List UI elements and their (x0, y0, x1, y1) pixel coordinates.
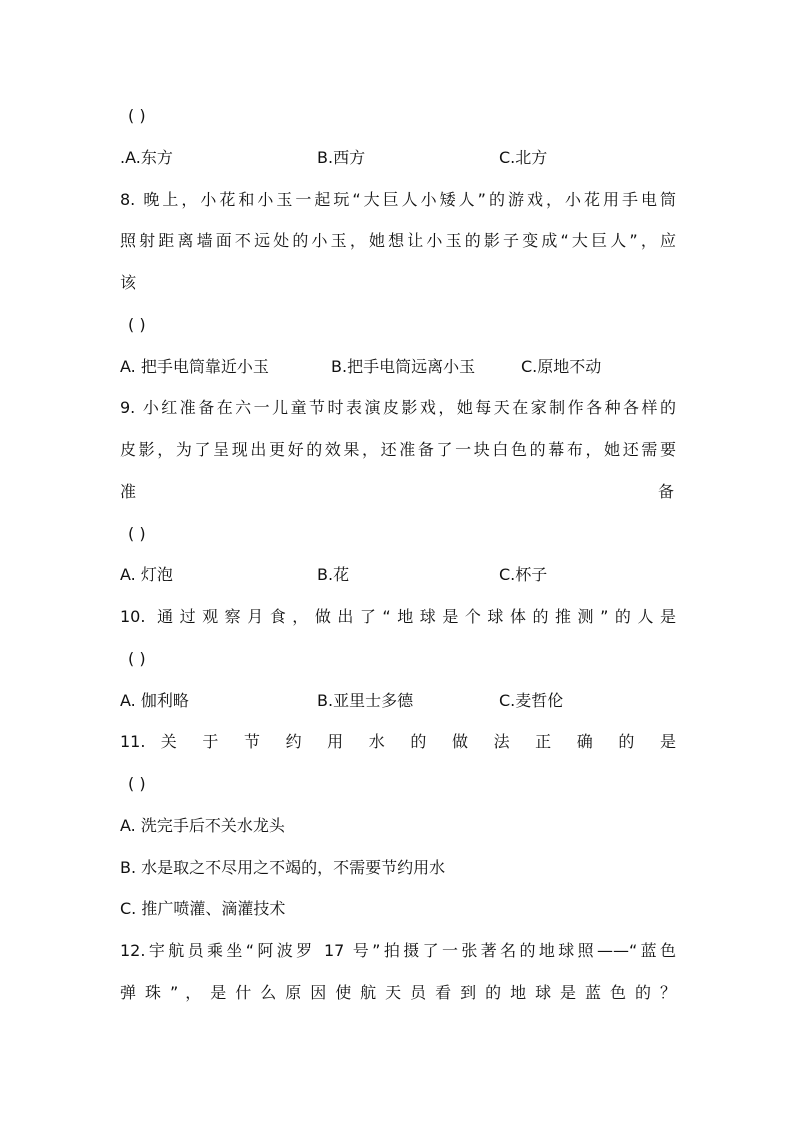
q11-stem-line-1: 11. 关 于 节 约 用 水 的 做 法 正 确 的 是 (120, 732, 676, 751)
q9-option-b: B.花 (317, 565, 350, 584)
q9-stem-line-1: 9. 小红准备在六一儿童节时表演皮影戏，她每天在家制作各种各样的 (120, 398, 676, 417)
answer-blank-q8: ( ) (128, 315, 146, 334)
q9-option-a: A. 灯泡 (120, 565, 173, 584)
answer-blank-q11: ( ) (128, 774, 146, 793)
q10-option-b: B.亚里士多德 (317, 691, 414, 710)
q9-stem-line-2: 皮影，为了呈现出更好的效果，还准备了一块白色的幕布，她还需要 (120, 440, 676, 459)
answer-blank-q10: ( ) (128, 649, 146, 668)
q11-option-c: C. 推广喷灌、滴灌技术 (120, 899, 286, 918)
q9-option-c: C.杯子 (499, 565, 548, 584)
q7-option-c: C.北方 (499, 148, 548, 167)
q8-option-c: C.原地不动 (521, 357, 602, 376)
q11-option-b: B. 水是取之不尽用之不竭的，不需要节约用水 (120, 858, 446, 877)
q7-option-b: B.西方 (317, 148, 366, 167)
q8-option-b: B.把手电筒远离小玉 (331, 357, 476, 376)
answer-blank-q7: ( ) (128, 106, 146, 125)
q7-option-a: .A.东方 (120, 148, 173, 167)
q8-stem-line-1: 8. 晚上，小花和小玉一起玩“大巨人小矮人”的游戏，小花用手电筒 (120, 190, 676, 209)
q11-option-a: A. 洗完手后不关水龙头 (120, 816, 285, 835)
q8-stem-line-3: 该 (120, 273, 137, 292)
q12-stem-line-2: 弹 珠 ” ， 是 什 么 原 因 使 航 天 员 看 到 的 地 球 是 蓝 色 的 ？ (120, 983, 676, 1002)
q10-option-a: A. 伽利略 (120, 691, 189, 710)
q12-stem-line-1: 12.宇航员乘坐“阿波罗 17 号”拍摄了一张著名的地球照——“蓝色 (120, 941, 676, 960)
q10-option-c: C.麦哲伦 (499, 691, 564, 710)
q10-stem-line-1: 10. 通过观察月食，做出了“地球是个球体的推测”的人是 (120, 607, 676, 626)
answer-blank-q9: ( ) (128, 524, 146, 543)
q9-stem-line-3-right: 备 (658, 482, 675, 501)
q8-option-a: A. 把手电筒靠近小玉 (120, 357, 269, 376)
q8-stem-line-2: 照射距离墙面不远处的小玉，她想让小玉的影子变成“大巨人”，应 (120, 231, 676, 250)
q9-stem-line-3-left: 准 (120, 482, 137, 501)
